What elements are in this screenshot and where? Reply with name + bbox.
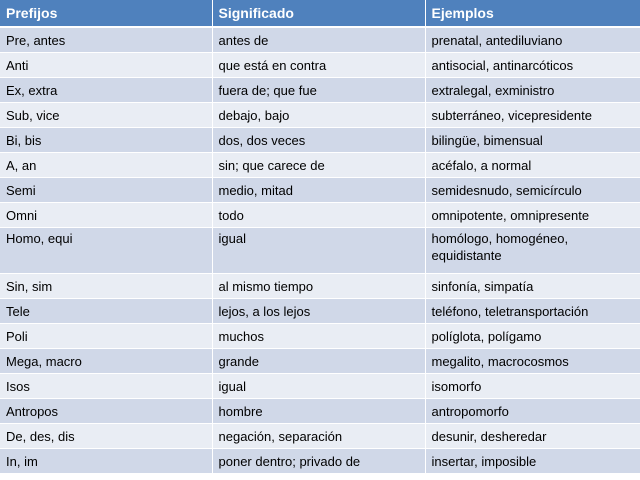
table-row [0,53,640,78]
table-row [0,203,640,228]
cell-prefijo: Sub, vice [0,103,212,128]
cell-ejemplos: sinfonía, simpatía [425,274,640,299]
cell-prefijo: Homo, equi [0,228,212,274]
cell-ejemplos: homólogo, homogéneo, equidistante [425,228,640,274]
cell-prefijo: Anti [0,53,212,78]
cell-ejemplos: omnipotente, omnipresente [425,203,640,228]
cell-significado: igual [212,374,425,399]
cell-ejemplos: bilingüe, bimensual [425,128,640,153]
cell-significado: grande [212,349,425,374]
table-row [0,349,640,374]
cell-ejemplos: isomorfo [425,374,640,399]
cell-prefijo: Poli [0,324,212,349]
cell-prefijo: Antropos [0,399,212,424]
table-row [0,78,640,103]
cell-prefijo: Omni [0,203,212,228]
cell-significado: dos, dos veces [212,128,425,153]
table-row [0,153,640,178]
cell-prefijo: A, an [0,153,212,178]
cell-significado: antes de [212,27,425,53]
cell-significado: igual [212,228,425,274]
cell-prefijo: Mega, macro [0,349,212,374]
table-row [0,399,640,424]
header-significado: Significado [212,0,425,27]
header-ejemplos: Ejemplos [425,0,640,27]
cell-significado: al mismo tiempo [212,274,425,299]
cell-prefijo: In, im [0,449,212,474]
cell-significado: todo [212,203,425,228]
cell-ejemplos: antropomorfo [425,399,640,424]
cell-ejemplos: prenatal, antediluviano [425,27,640,53]
table-row [0,103,640,128]
cell-ejemplos: políglota, polígamo [425,324,640,349]
cell-ejemplos: megalito, macrocosmos [425,349,640,374]
cell-ejemplos: teléfono, teletransportación [425,299,640,324]
table-row [0,424,640,449]
table-row [0,128,640,153]
table-row [0,178,640,203]
cell-significado: sin; que carece de [212,153,425,178]
table-row [0,449,640,474]
cell-ejemplos: antisocial, antinarcóticos [425,53,640,78]
cell-significado: debajo, bajo [212,103,425,128]
table-row [0,27,640,53]
table-row [0,324,640,349]
cell-ejemplos: semidesnudo, semicírculo [425,178,640,203]
cell-significado: hombre [212,399,425,424]
table-row [0,274,640,299]
cell-ejemplos: subterráneo, vicepresidente [425,103,640,128]
cell-ejemplos: extralegal, exministro [425,78,640,103]
cell-prefijo: Pre, antes [0,27,212,53]
cell-significado: que está en contra [212,53,425,78]
cell-prefijo: Ex, extra [0,78,212,103]
cell-significado: medio, mitad [212,178,425,203]
cell-ejemplos: desunir, desheredar [425,424,640,449]
cell-prefijo: Tele [0,299,212,324]
cell-prefijo: Bi, bis [0,128,212,153]
header-prefijos: Prefijos [0,0,212,27]
cell-significado: fuera de; que fue [212,78,425,103]
table-row [0,228,640,274]
cell-prefijo: Semi [0,178,212,203]
cell-ejemplos: acéfalo, a normal [425,153,640,178]
cell-prefijo: Sin, sim [0,274,212,299]
table-header-row [0,0,640,27]
table-row [0,374,640,399]
cell-ejemplos: insertar, imposible [425,449,640,474]
cell-significado: negación, separación [212,424,425,449]
cell-significado: poner dentro; privado de [212,449,425,474]
table-row [0,299,640,324]
cell-significado: lejos, a los lejos [212,299,425,324]
cell-significado: muchos [212,324,425,349]
cell-prefijo: Isos [0,374,212,399]
cell-prefijo: De, des, dis [0,424,212,449]
